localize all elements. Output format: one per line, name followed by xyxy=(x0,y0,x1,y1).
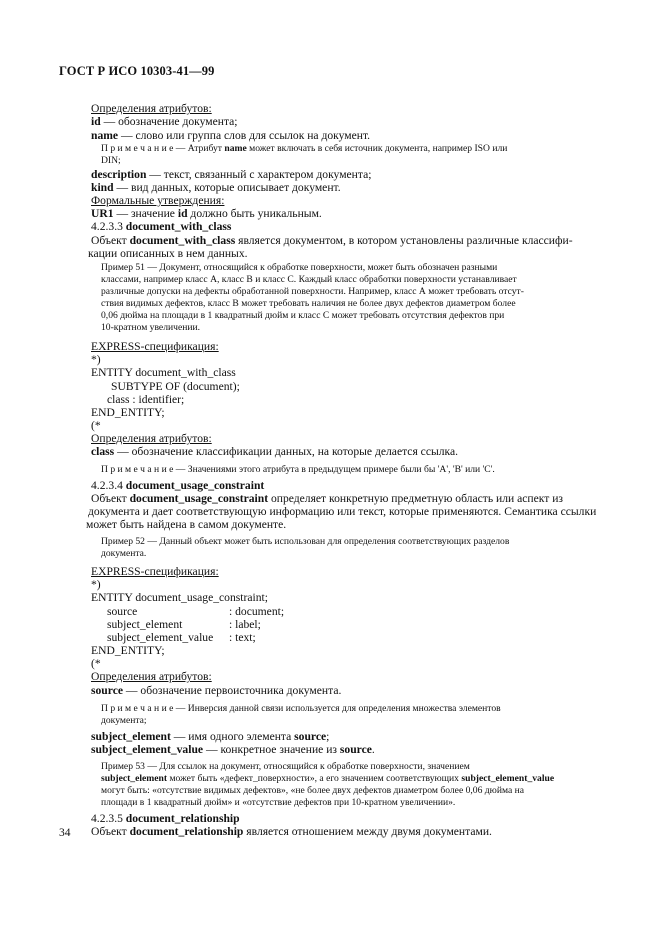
body-text: Объект document_relationship является отношением между двумя документами. xyxy=(91,825,492,838)
section-heading: 4.2.3.3 document_with_class xyxy=(91,220,232,233)
definition-line: class — обозначение классификации данных, на которые делается ссылка. xyxy=(91,445,459,458)
note-text: документа; xyxy=(101,715,147,726)
body-text: Объект document_usage_constraint определяет конкретную предметную область или аспект из xyxy=(91,492,563,505)
code-line: (* xyxy=(91,419,101,432)
example-text: Пример 52 — Данный объект может быть использован для определения соответствующих разделов xyxy=(101,536,510,547)
note-text: П р и м е ч а н и е — Инверсия данной связи используется для определения множества элементов xyxy=(101,703,501,714)
definition-line: kind — вид данных, которые описывает документ. xyxy=(91,181,341,194)
definition-line: name — слово или группа слов для ссылок на документ. xyxy=(91,129,371,142)
attribute-definitions-heading: Определения атрибутов: xyxy=(91,102,212,115)
definition-line: id — обозначение документа; xyxy=(91,115,238,128)
formal-propositions-heading: Формальные утверждения: xyxy=(91,194,225,207)
example-text: ствия видимых дефектов, класс В может требовать наличия не более двух дефектов диаметром более xyxy=(101,298,516,309)
definition-line: subject_element — имя одного элемента source; xyxy=(91,730,330,743)
note-text: DIN; xyxy=(101,155,121,166)
body-text: Объект document_with_class является документом, в котором установлены различные классифи- xyxy=(91,234,573,247)
code-line: subject_element_value : text; xyxy=(107,631,256,644)
express-spec-heading: EXPRESS-спецификация: xyxy=(91,565,219,578)
code-line: ENTITY document_usage_constraint; xyxy=(91,591,268,604)
code-line: END_ENTITY; xyxy=(91,644,165,657)
code-line: SUBTYPE OF (document); xyxy=(111,380,240,393)
example-text: могут быть: «отсутствие видимых дефектов», «не более двух дефектов диаметром более 0,06 дюйма на xyxy=(101,785,525,796)
definition-line: source — обозначение первоисточника документа. xyxy=(91,684,342,697)
example-text: subject_element может быть «дефект_поверхности», а его значением соответствующих subject_element_value xyxy=(101,773,555,784)
example-text: площади в 1 квадратный дюйм» и «отсутствие дефектов при 10-кратном увеличении». xyxy=(101,797,456,808)
example-text: Пример 51 — Документ, относящийся к обработке поверхности, может быть обозначен разными xyxy=(101,262,498,273)
code-line: *) xyxy=(91,353,101,366)
note-text: П р и м е ч а н и е — Атрибут name может включать в себя источник документа, например ISO или xyxy=(101,143,508,154)
body-text: документа и дает соответствующую информацию или текст, которые применяются. Семантика ссылки xyxy=(88,505,597,518)
code-line: class : identifier; xyxy=(107,393,185,406)
section-heading: 4.2.3.5 document_relationship xyxy=(91,812,240,825)
code-line: ENTITY document_with_class xyxy=(91,366,236,379)
rule-line: UR1 — значение id должно быть уникальным. xyxy=(91,207,322,220)
example-text: 10-кратном увеличении. xyxy=(101,322,201,333)
express-spec-heading: EXPRESS-спецификация: xyxy=(91,340,219,353)
body-text: может быть найдена в самом документе. xyxy=(86,518,287,531)
code-line: (* xyxy=(91,657,101,670)
definition-line: description — текст, связанный с характером документа; xyxy=(91,168,372,181)
example-text: различные допуски на дефекты обработанной поверхности. Например, класс А может требовать отсут- xyxy=(101,286,524,297)
code-line: subject_element : label; xyxy=(107,618,261,631)
code-line: source : document; xyxy=(107,605,285,618)
example-text: документа. xyxy=(101,548,147,559)
section-heading: 4.2.3.4 document_usage_constraint xyxy=(91,479,265,492)
body-text: кации описанных в нем данных. xyxy=(88,247,248,260)
note-text: П р и м е ч а н и е — Значениями этого атрибута в предыдущем примере были бы 'А', 'В' или 'С'. xyxy=(101,464,495,475)
code-line: END_ENTITY; xyxy=(91,406,165,419)
attribute-definitions-heading: Определения атрибутов: xyxy=(91,670,212,683)
example-text: 0,06 дюйма на площади в 1 квадратный дюйм и класс С может требовать отсутствия дефектов при xyxy=(101,310,505,321)
standard-header: ГОСТ Р ИСО 10303-41—99 xyxy=(59,64,215,78)
attribute-definitions-heading: Определения атрибутов: xyxy=(91,432,212,445)
code-line: *) xyxy=(91,578,101,591)
page-number: 34 xyxy=(59,827,71,839)
definition-line: subject_element_value — конкретное значение из source. xyxy=(91,743,375,756)
example-text: классами, например класс А, класс В и класс С. Каждый класс обработки поверхности устанавливает xyxy=(101,274,517,285)
example-text: Пример 53 — Для ссылок на документ, относящийся к обработке поверхности, значением xyxy=(101,761,470,772)
